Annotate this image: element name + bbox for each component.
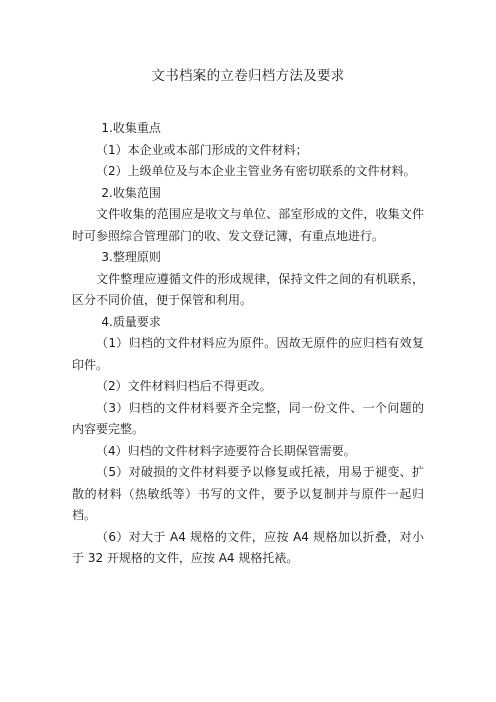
- paragraph-item: （3）归档的文件材料要齐全完整，同一份文件、一个问题的内容要完整。: [72, 400, 424, 436]
- document-body: [72, 118, 424, 570]
- paragraph-item: （4）归档的文件材料字迹要符合长期保管需要。: [96, 443, 356, 458]
- paragraph-item: （1）归档的文件材料应为原件。因故无原件的应归档有效复印件。: [72, 336, 424, 372]
- paragraph-item: （2）上级单位及与本企业主管业务有密切联系的文件材料。: [96, 164, 416, 178]
- section-heading-quality: 4.质量要求: [101, 314, 161, 329]
- paragraph-item: （6）对大于 A4 规格的文件，应按 A4 规格加以折叠，对小于 32 开规格的文件，应按 A4 规格托裱。: [72, 529, 424, 565]
- paragraph-item: （1）本企业或本部门形成的文件材料；: [96, 142, 308, 157]
- paragraph-item: （5）对破损的文件材料要予以修复或托裱，用易于褪变、扩散的材料（热敏纸等）书写的文件，要予以复制并与原件一起归档。: [72, 465, 424, 522]
- section-heading-principles: 3.整理原则: [101, 250, 161, 264]
- paragraph-item: 文件整理应遵循文件的形成规律，保持文件之间的有机联系，区分不同价值，便于保管和利用。: [72, 271, 424, 307]
- paragraph-item: （2）文件材料归档后不得更改。: [96, 379, 272, 393]
- section-heading-collection-scope: 2.收集范围: [101, 185, 161, 200]
- document-title: 文书档案的立卷归档方法及要求: [151, 68, 345, 84]
- paragraph-item: 文件收集的范围应是收文与单位、部室形成的文件，收集文件时可参照综合管理部门的收、发文登记簿，有重点地进行。: [72, 207, 424, 243]
- section-heading-collection-focus: 1.收集重点: [101, 121, 161, 135]
